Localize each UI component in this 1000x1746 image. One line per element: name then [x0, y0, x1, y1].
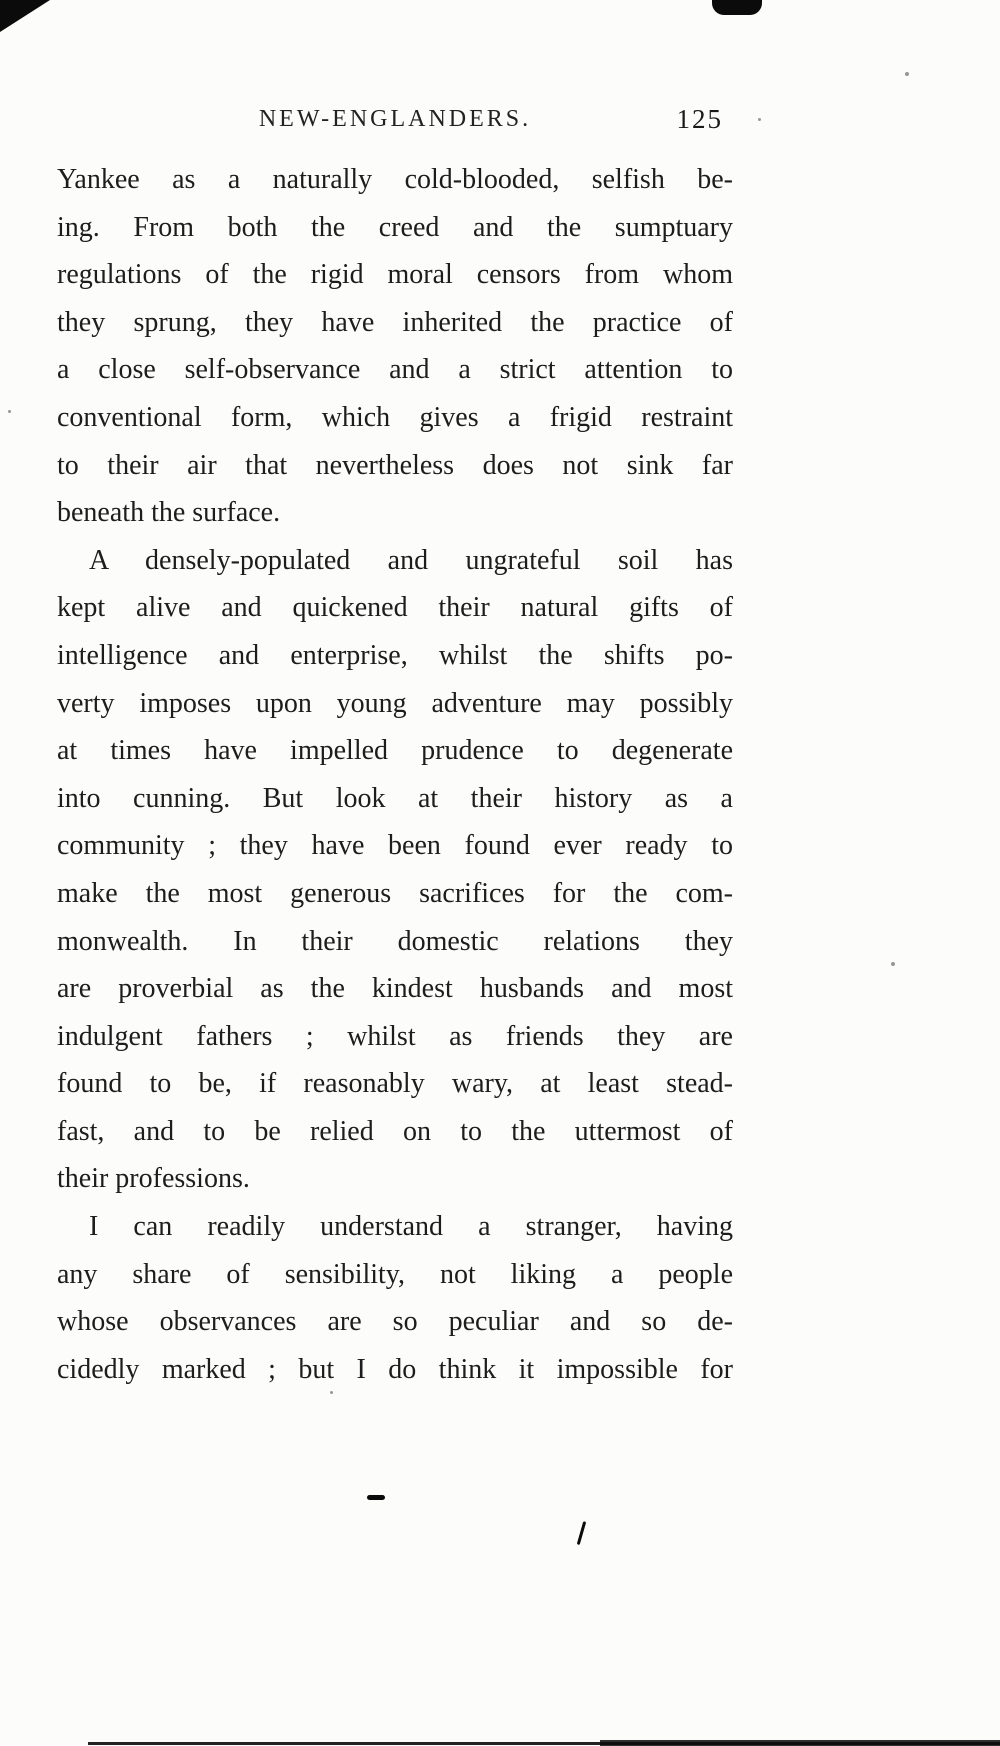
page-number: 125	[676, 104, 723, 134]
text-line: verty imposes upon young adventure may possibly	[57, 687, 733, 719]
scan-speck	[8, 410, 11, 413]
page-header	[57, 104, 733, 138]
scan-speck	[758, 118, 761, 121]
text-line: ing. From both the creed and the sumptuary	[57, 211, 733, 243]
scan-artifact	[600, 1740, 1000, 1746]
text-line: make the most generous sacrifices for the com-	[57, 877, 733, 909]
text-line: conventional form, which gives a frigid restraint	[57, 401, 733, 433]
text-line: A densely-populated and ungrateful soil has	[89, 544, 733, 576]
scan-speck	[905, 72, 909, 76]
text-line: any share of sensibility, not liking a people	[57, 1258, 733, 1290]
scan-artifact	[0, 0, 50, 32]
text-line: whose observances are so peculiar and so de-	[57, 1306, 733, 1338]
text-line: Yankee as a naturally cold-blooded, selfish be-	[57, 164, 733, 195]
scan-artifact	[577, 1521, 586, 1545]
text-line: kept alive and quickened their natural gifts of	[57, 592, 733, 624]
scan-artifact	[712, 0, 762, 15]
text-line: beneath the surface.	[57, 497, 281, 529]
text-line: cidedly marked ; but I do think it impossible for	[57, 1353, 733, 1385]
text-line: regulations of the rigid moral censors from whom	[57, 259, 733, 291]
text-line: their professions.	[57, 1163, 250, 1195]
body-text	[57, 156, 733, 1393]
text-line: community ; they have been found ever ready to	[57, 830, 733, 862]
scan-speck	[891, 962, 895, 966]
text-line: into cunning. But look at their history as a	[57, 782, 733, 814]
text-line: indulgent fathers ; whilst as friends they are	[57, 1020, 733, 1052]
text-line: are proverbial as the kindest husbands and most	[57, 973, 733, 1005]
running-title: NEW-ENGLANDERS.	[258, 106, 532, 132]
text-line: fast, and to be relied on to the uttermost of	[57, 1115, 733, 1147]
text-line: at times have impelled prudence to degenerate	[57, 735, 733, 767]
text-line: to their air that nevertheless does not sink far	[57, 449, 733, 481]
text-line: found to be, if reasonably wary, at least stead-	[57, 1068, 733, 1100]
text-line: a close self-observance and a strict attention to	[57, 354, 733, 386]
text-line: I can readily understand a stranger, having	[89, 1211, 733, 1243]
text-line: intelligence and enterprise, whilst the shifts po-	[57, 639, 733, 671]
text-line: they sprung, they have inherited the practice of	[57, 306, 733, 338]
scan-artifact	[367, 1495, 385, 1500]
text-line: monwealth. In their domestic relations they	[57, 925, 733, 957]
